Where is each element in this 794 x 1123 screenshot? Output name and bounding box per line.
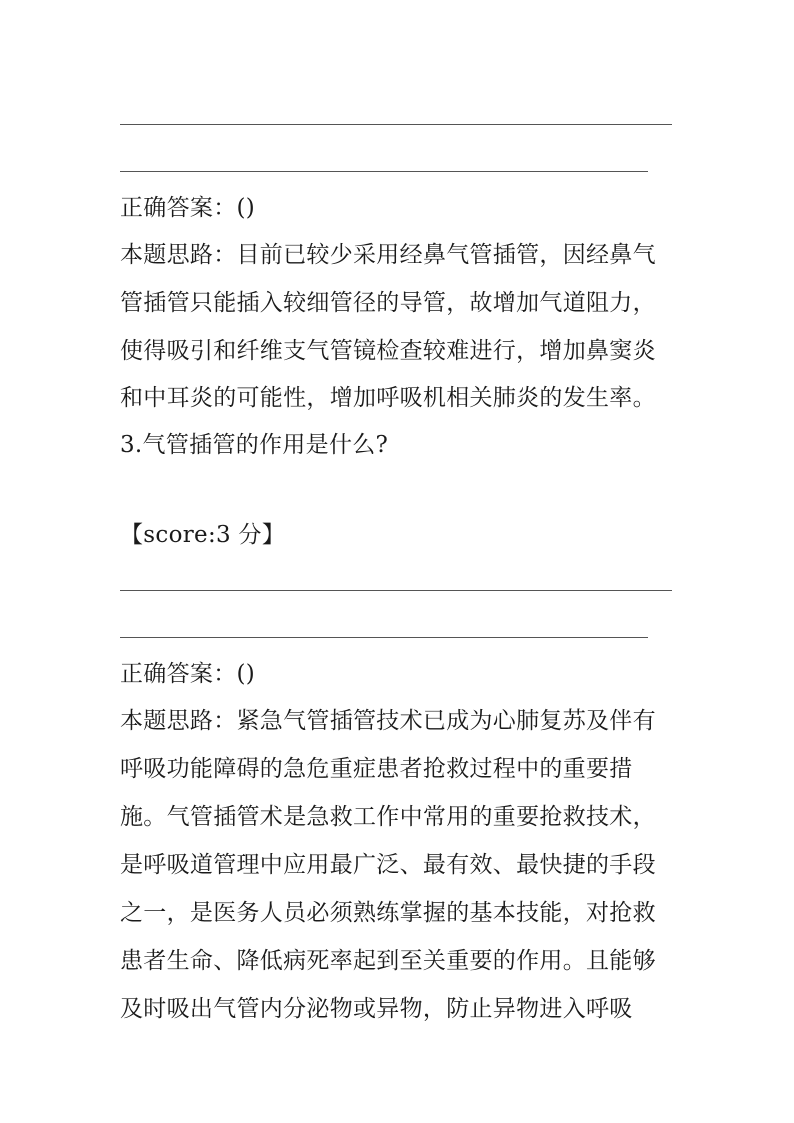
reasoning-line: 是呼吸道管理中应用最广泛、最有效、最快捷的手段 bbox=[120, 852, 656, 878]
reasoning-line: 使得吸引和纤维支气管镜检查较难进行，增加鼻窦炎 bbox=[120, 338, 656, 364]
answer-blank-line bbox=[120, 637, 648, 638]
reasoning-line: 和中耳炎的可能性，增加呼吸机相关肺炎的发生率。 bbox=[120, 385, 656, 411]
reasoning-line: 及时吸出气管内分泌物或异物，防止异物进入呼吸 bbox=[120, 996, 633, 1022]
reasoning-line: 本题思路：紧急气管插管技术已成为心肺复苏及伴有 bbox=[120, 708, 656, 734]
score-label: 【score:3 分】 bbox=[120, 522, 286, 548]
reasoning-line: 施。气管插管术是急救工作中常用的重要抢救技术， bbox=[120, 804, 656, 830]
correct-answer-label: 正确答案：() bbox=[120, 661, 256, 687]
answer-blank-line bbox=[120, 590, 672, 591]
correct-answer-label: 正确答案：() bbox=[120, 195, 256, 221]
answer-blank-line bbox=[120, 124, 672, 125]
reasoning-line: 本题思路：目前已较少采用经鼻气管插管，因经鼻气 bbox=[120, 242, 656, 268]
question-text: 3.气管插管的作用是什么? bbox=[120, 432, 389, 458]
reasoning-line: 患者生命、降低病死率起到至关重要的作用。且能够 bbox=[120, 948, 656, 974]
reasoning-line: 之一，是医务人员必须熟练掌握的基本技能，对抢救 bbox=[120, 900, 656, 926]
reasoning-line: 管插管只能插入较细管径的导管，故增加气道阻力， bbox=[120, 290, 656, 316]
reasoning-line: 呼吸功能障碍的急危重症患者抢救过程中的重要措 bbox=[120, 756, 633, 782]
answer-blank-line bbox=[120, 171, 648, 172]
